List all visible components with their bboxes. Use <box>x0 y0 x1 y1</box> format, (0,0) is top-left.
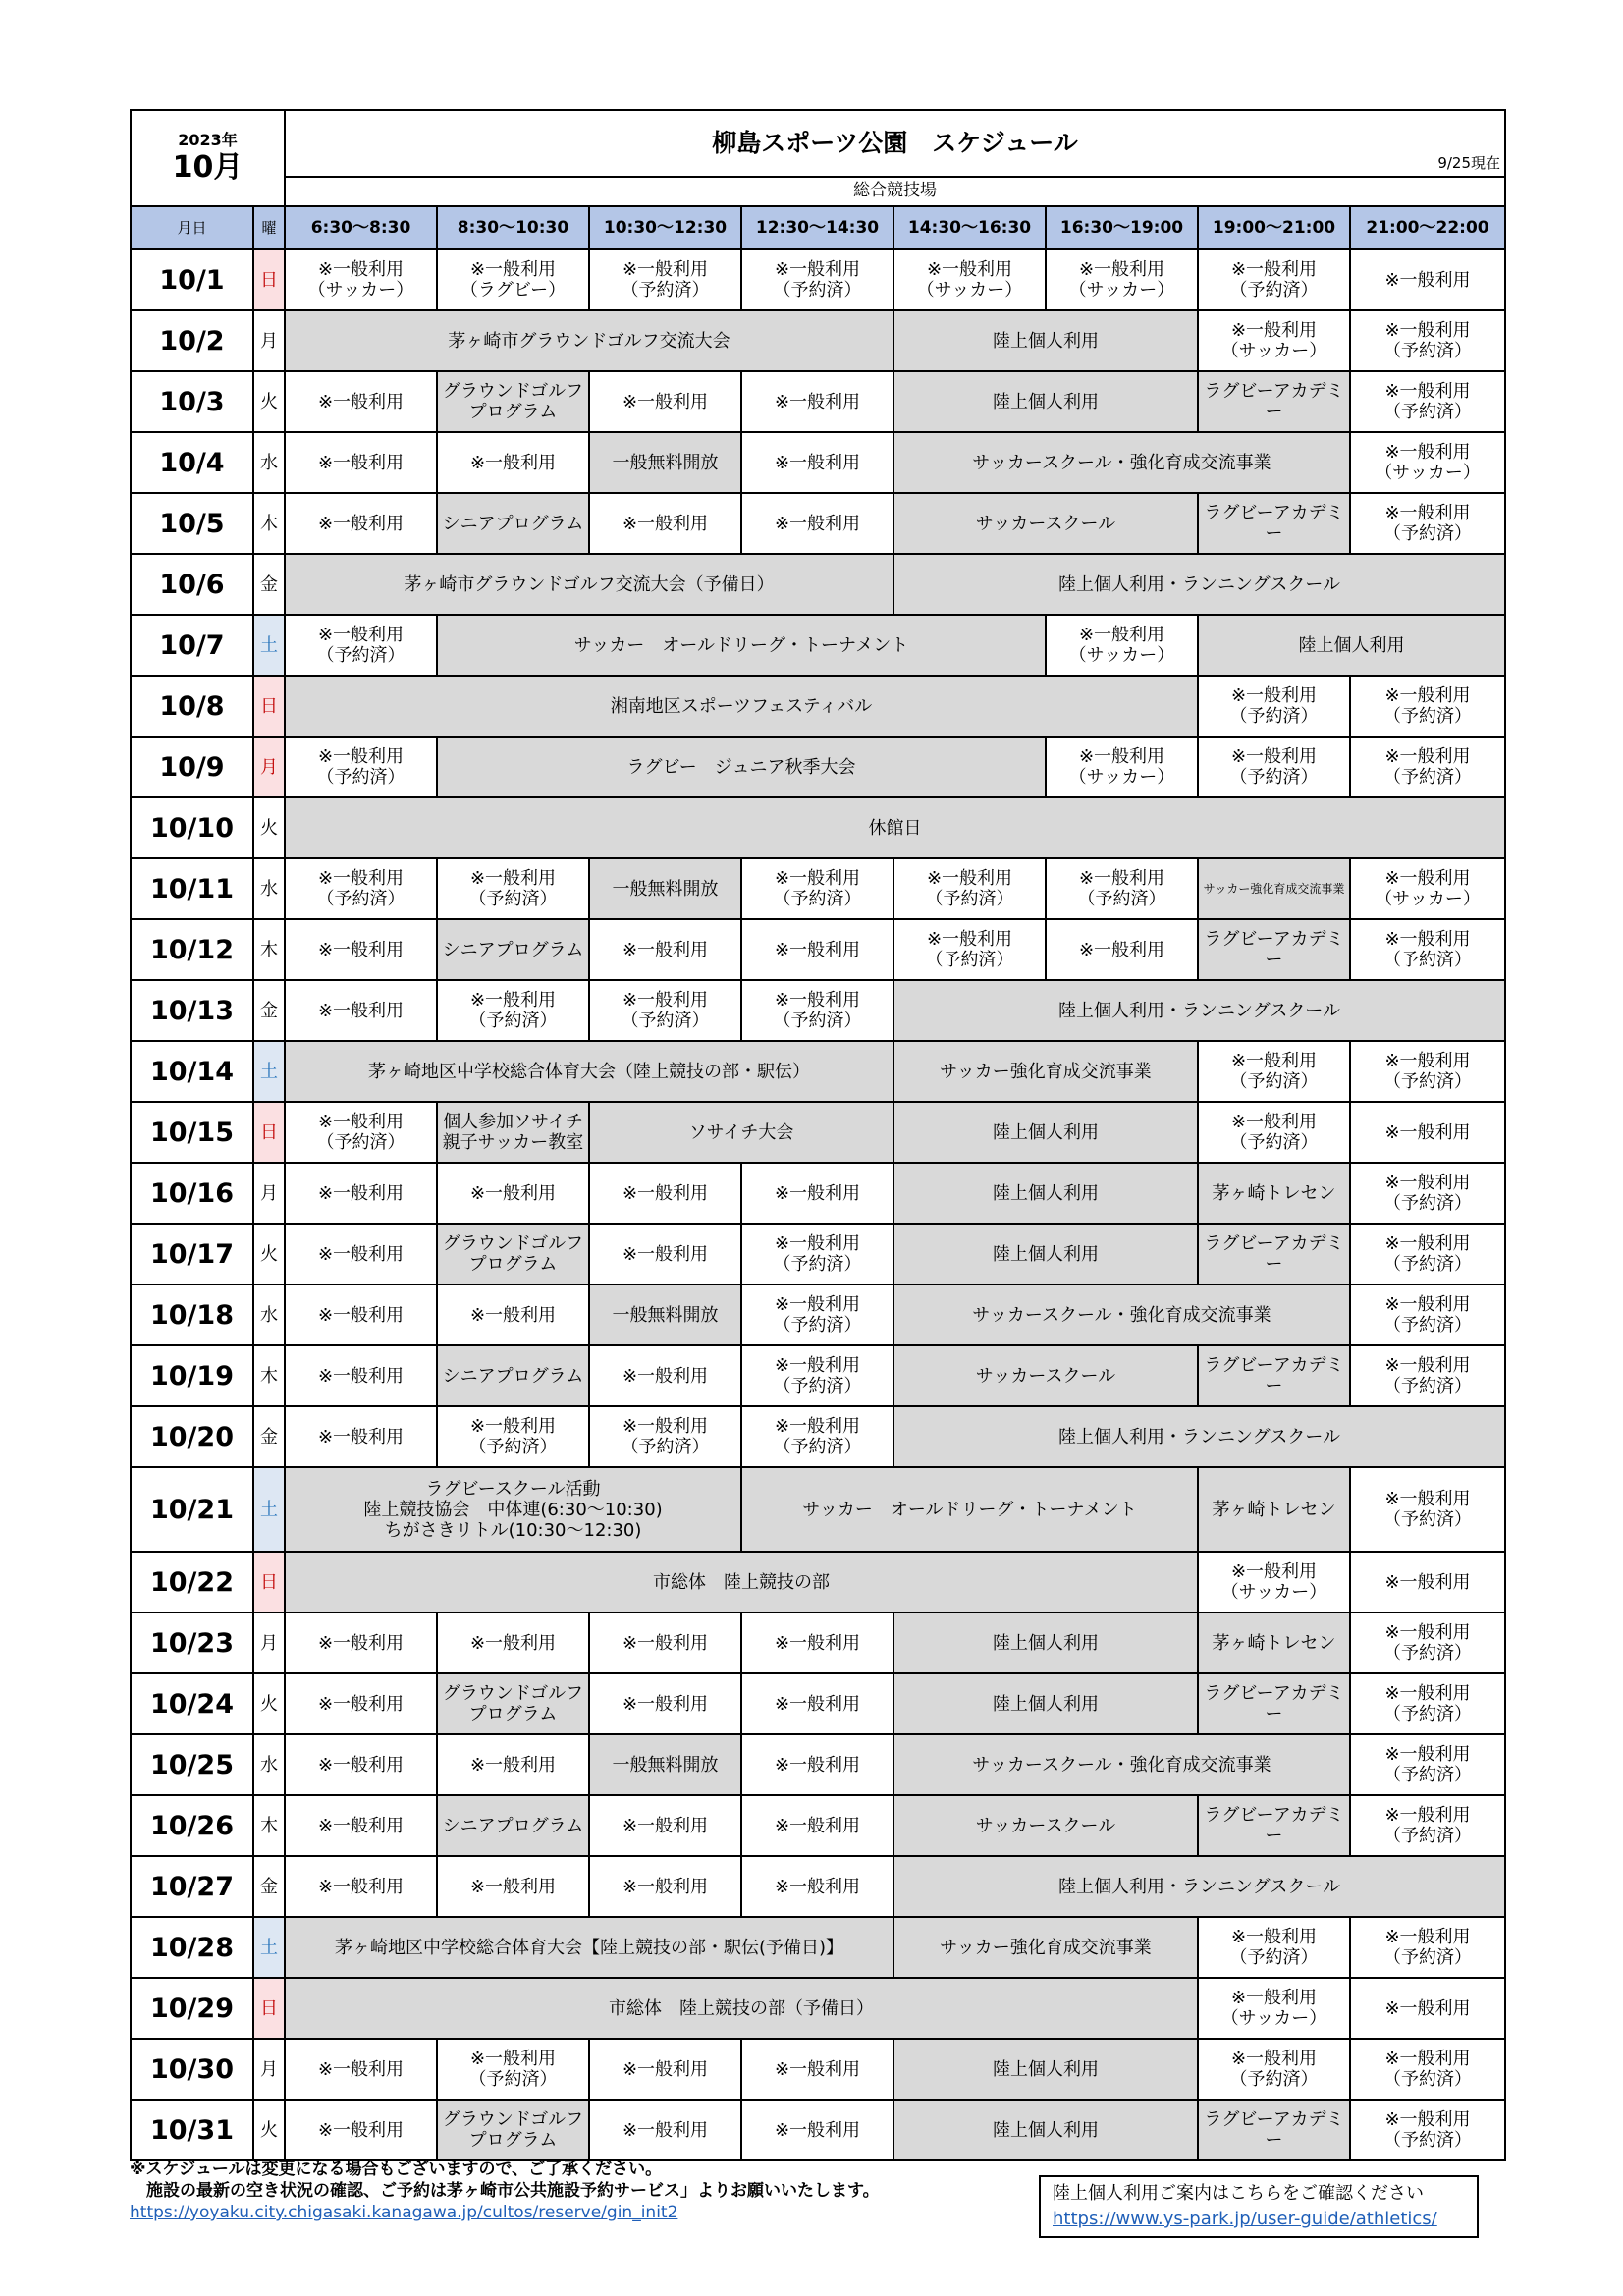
athletics-info-box <box>1039 2175 1479 2238</box>
slot-cell: ※一般利用 （予約済） <box>589 249 741 310</box>
event-cell: 陸上個人利用 <box>893 1224 1198 1285</box>
event-cell: サッカー オールドリーグ・トーナメント <box>437 615 1046 676</box>
athletics-info-link[interactable]: https://www.ys-park.jp/user-guide/athletics/ <box>1053 2209 1437 2229</box>
event-cell: ラグビーアカデミー <box>1198 1795 1350 1856</box>
slot-cell: ※一般利用 （予約済） <box>741 1345 893 1406</box>
event-cell: 陸上個人利用・ランニングスクール <box>893 980 1505 1041</box>
event-cell: グラウンドゴルフ プログラム <box>437 371 589 432</box>
slot-cell: ※一般利用 （予約済） <box>1350 493 1505 554</box>
table-row <box>131 615 1505 676</box>
date-cell: 10/22 <box>131 1552 253 1613</box>
slot-cell: ※一般利用 （予約済） <box>741 858 893 919</box>
day-of-week-cell: 木 <box>253 1345 285 1406</box>
event-cell: 陸上個人利用・ランニングスクール <box>893 554 1505 615</box>
slot-cell: ※一般利用 （サッカー） <box>893 249 1046 310</box>
slot-cell: ※一般利用 <box>285 1734 437 1795</box>
slot-cell: ※一般利用 （予約済） <box>1350 676 1505 737</box>
date-cell: 10/28 <box>131 1917 253 1978</box>
date-cell: 10/20 <box>131 1406 253 1467</box>
day-of-week-cell: 火 <box>253 797 285 858</box>
day-of-week-cell: 月 <box>253 1163 285 1224</box>
table-row <box>131 432 1505 493</box>
slot-cell: ※一般利用 （予約済） <box>893 919 1046 980</box>
day-of-week-cell: 木 <box>253 493 285 554</box>
day-of-week-cell: 月 <box>253 1613 285 1673</box>
slot-cell: ※一般利用 （予約済） <box>1350 1673 1505 1734</box>
slot-cell: ※一般利用 （サッカー） <box>1046 249 1198 310</box>
event-cell: サッカースクール・強化育成交流事業 <box>893 1734 1350 1795</box>
event-cell: 陸上個人利用 <box>893 1673 1198 1734</box>
event-cell: 陸上個人利用 <box>1198 615 1505 676</box>
athletics-info-title: 陸上個人利用ご案内はこちらをご確認ください <box>1053 2183 1424 2204</box>
slot-cell: ※一般利用 <box>285 1345 437 1406</box>
slot-cell: ※一般利用 （予約済） <box>1350 1734 1505 1795</box>
notice-line-2: 施設の最新の空き状況の確認、ご予約は茅ヶ崎市公共施設予約サービス」よりお願いいたします。 <box>130 2181 880 2201</box>
column-header-slot: 6:30～8:30 <box>285 206 437 249</box>
table-row <box>131 2100 1505 2160</box>
date-cell: 10/21 <box>131 1467 253 1552</box>
event-cell: 陸上個人利用 <box>893 310 1198 371</box>
slot-cell: ※一般利用 <box>741 919 893 980</box>
day-of-week-cell: 金 <box>253 1856 285 1917</box>
slot-cell: ※一般利用 <box>741 2039 893 2100</box>
slot-cell: ※一般利用 <box>285 1406 437 1467</box>
event-cell: ラグビーアカデミー <box>1198 493 1350 554</box>
table-row <box>131 919 1505 980</box>
column-header-slot: 21:00～22:00 <box>1350 206 1505 249</box>
event-cell: グラウンドゴルフ プログラム <box>437 1224 589 1285</box>
slot-cell: ※一般利用 <box>741 1613 893 1673</box>
table-row <box>131 980 1505 1041</box>
day-of-week-cell: 金 <box>253 554 285 615</box>
slot-cell: ※一般利用 <box>285 371 437 432</box>
slot-cell: ※一般利用 （予約済） <box>741 1406 893 1467</box>
table-row <box>131 1467 1505 1552</box>
table-row <box>131 1285 1505 1345</box>
slot-cell: ※一般利用 （予約済） <box>741 1224 893 1285</box>
slot-cell: ※一般利用 <box>437 1734 589 1795</box>
slot-cell: ※一般利用 <box>589 1345 741 1406</box>
slot-cell: ※一般利用 （予約済） <box>437 2039 589 2100</box>
slot-cell: ※一般利用 <box>589 1163 741 1224</box>
event-cell: 陸上個人利用 <box>893 2100 1198 2160</box>
date-cell: 10/18 <box>131 1285 253 1345</box>
day-of-week-cell: 火 <box>253 1673 285 1734</box>
table-row <box>131 249 1505 310</box>
slot-cell: ※一般利用 <box>285 980 437 1041</box>
table-row <box>131 1224 1505 1285</box>
slot-cell: ※一般利用 <box>741 1163 893 1224</box>
table-row <box>131 676 1505 737</box>
day-of-week-cell: 水 <box>253 858 285 919</box>
slot-cell: ※一般利用 （サッカー） <box>1350 858 1505 919</box>
year-label: 2023年 <box>178 131 238 149</box>
date-cell: 10/13 <box>131 980 253 1041</box>
as-of-date: 9/25現在 <box>1437 153 1501 172</box>
slot-cell: ※一般利用 （ラグビー） <box>437 249 589 310</box>
slot-cell: ※一般利用 <box>285 1163 437 1224</box>
day-of-week-cell: 火 <box>253 371 285 432</box>
event-cell: 一般無料開放 <box>589 858 741 919</box>
slot-cell: ※一般利用 （予約済） <box>1198 676 1350 737</box>
notice-line-1: ※スケジュールは変更になる場合もございますので、ご了承ください。 <box>130 2159 663 2179</box>
day-of-week-cell: 土 <box>253 615 285 676</box>
slot-cell: ※一般利用 <box>437 1163 589 1224</box>
slot-cell: ※一般利用 （サッカー） <box>1198 1978 1350 2039</box>
event-cell: 茅ヶ崎市グラウンドゴルフ交流大会 <box>285 310 893 371</box>
slot-cell: ※一般利用 （予約済） <box>1198 249 1350 310</box>
slot-cell: ※一般利用 （予約済） <box>437 1406 589 1467</box>
slot-cell: ※一般利用 <box>285 2039 437 2100</box>
date-cell: 10/27 <box>131 1856 253 1917</box>
day-of-week-cell: 日 <box>253 676 285 737</box>
event-cell: シニアプログラム <box>437 1795 589 1856</box>
day-of-week-cell: 日 <box>253 1552 285 1613</box>
date-cell: 10/10 <box>131 797 253 858</box>
event-cell: サッカースクール <box>893 1345 1198 1406</box>
slot-cell: ※一般利用 <box>741 432 893 493</box>
day-of-week-cell: 日 <box>253 249 285 310</box>
date-cell: 10/1 <box>131 249 253 310</box>
date-cell: 10/8 <box>131 676 253 737</box>
date-cell: 10/17 <box>131 1224 253 1285</box>
slot-cell: ※一般利用 （サッカー） <box>1350 432 1505 493</box>
table-row <box>131 858 1505 919</box>
date-cell: 10/24 <box>131 1673 253 1734</box>
slot-cell: ※一般利用 （サッカー） <box>285 249 437 310</box>
slot-cell: ※一般利用 <box>741 1856 893 1917</box>
slot-cell: ※一般利用 <box>1350 249 1505 310</box>
date-cell: 10/29 <box>131 1978 253 2039</box>
slot-cell: ※一般利用 （予約済） <box>1198 737 1350 797</box>
table-row <box>131 554 1505 615</box>
slot-cell: ※一般利用 <box>589 1856 741 1917</box>
event-cell: サッカー強化育成交流事業 <box>893 1917 1198 1978</box>
event-cell: ラグビーアカデミー <box>1198 371 1350 432</box>
slot-cell: ※一般利用 （予約済） <box>741 249 893 310</box>
event-cell: 一般無料開放 <box>589 432 741 493</box>
slot-cell: ※一般利用 <box>589 1673 741 1734</box>
event-cell: ラグビースクール活動 陸上競技協会 中体連(6:30～10:30) ちがさきリトル(10:30～12:30) <box>285 1467 741 1552</box>
event-cell: 個人参加ソサイチ 親子サッカー教室 <box>437 1102 589 1163</box>
slot-cell: ※一般利用 <box>741 1734 893 1795</box>
event-cell: 一般無料開放 <box>589 1285 741 1345</box>
day-of-week-cell: 日 <box>253 1978 285 2039</box>
date-cell: 10/5 <box>131 493 253 554</box>
venue-label: 総合競技場 <box>285 177 1505 206</box>
slot-cell: ※一般利用 （予約済） <box>1198 1102 1350 1163</box>
slot-cell: ※一般利用 （予約済） <box>1350 919 1505 980</box>
table-row <box>131 1613 1505 1673</box>
date-cell: 10/11 <box>131 858 253 919</box>
table-row <box>131 310 1505 371</box>
event-cell: サッカースクール・強化育成交流事業 <box>893 1285 1350 1345</box>
day-of-week-cell: 水 <box>253 1285 285 1345</box>
event-cell: グラウンドゴルフ プログラム <box>437 1673 589 1734</box>
slot-cell: ※一般利用 <box>285 1673 437 1734</box>
slot-cell: ※一般利用 （予約済） <box>1198 1041 1350 1102</box>
slot-cell: ※一般利用 （予約済） <box>285 615 437 676</box>
column-header-slot: 8:30～10:30 <box>437 206 589 249</box>
slot-cell: ※一般利用 （サッカー） <box>1198 310 1350 371</box>
slot-cell: ※一般利用 <box>741 493 893 554</box>
slot-cell: ※一般利用 （予約済） <box>589 1406 741 1467</box>
column-header-dow: 曜 <box>253 206 285 249</box>
table-row <box>131 371 1505 432</box>
date-cell: 10/9 <box>131 737 253 797</box>
date-cell: 10/15 <box>131 1102 253 1163</box>
event-cell: 茅ヶ崎トレセン <box>1198 1613 1350 1673</box>
table-row <box>131 1552 1505 1613</box>
table-row <box>131 2039 1505 2100</box>
slot-cell: ※一般利用 （予約済） <box>1350 1285 1505 1345</box>
event-cell: ラグビーアカデミー <box>1198 1345 1350 1406</box>
slot-cell: ※一般利用 <box>437 1285 589 1345</box>
day-of-week-cell: 金 <box>253 1406 285 1467</box>
title-cell <box>285 110 1505 177</box>
slot-cell: ※一般利用 <box>741 1795 893 1856</box>
table-row <box>131 1102 1505 1163</box>
slot-cell: ※一般利用 （予約済） <box>1198 2039 1350 2100</box>
day-of-week-cell: 月 <box>253 737 285 797</box>
event-cell: 陸上個人利用・ランニングスクール <box>893 1406 1505 1467</box>
day-of-week-cell: 火 <box>253 1224 285 1285</box>
event-cell: ラグビー ジュニア秋季大会 <box>437 737 1046 797</box>
slot-cell: ※一般利用 <box>1350 1102 1505 1163</box>
slot-cell: ※一般利用 （予約済） <box>437 858 589 919</box>
event-cell: 湘南地区スポーツフェスティバル <box>285 676 1198 737</box>
slot-cell: ※一般利用 <box>1350 1552 1505 1613</box>
slot-cell: ※一般利用 （予約済） <box>285 1102 437 1163</box>
slot-cell: ※一般利用 <box>285 1795 437 1856</box>
date-cell: 10/3 <box>131 371 253 432</box>
date-cell: 10/31 <box>131 2100 253 2160</box>
event-cell: ラグビーアカデミー <box>1198 1673 1350 1734</box>
event-cell: 陸上個人利用・ランニングスクール <box>893 1856 1505 1917</box>
slot-cell: ※一般利用 <box>589 2100 741 2160</box>
event-cell: サッカースクール <box>893 1795 1198 1856</box>
slot-cell: ※一般利用 <box>1046 919 1198 980</box>
slot-cell: ※一般利用 （サッカー） <box>1198 1552 1350 1613</box>
event-cell: 茅ヶ崎地区中学校総合体育大会（陸上競技の部・駅伝） <box>285 1041 893 1102</box>
slot-cell: ※一般利用 （予約済） <box>1350 1795 1505 1856</box>
column-header-slot: 14:30～16:30 <box>893 206 1046 249</box>
table-row <box>131 1795 1505 1856</box>
slot-cell: ※一般利用 （予約済） <box>1350 2100 1505 2160</box>
year-month-cell <box>131 110 285 206</box>
slot-cell: ※一般利用 <box>285 1285 437 1345</box>
event-cell: サッカー強化育成交流事業 <box>1198 858 1350 919</box>
event-cell: 一般無料開放 <box>589 1734 741 1795</box>
slot-cell: ※一般利用 <box>437 1856 589 1917</box>
slot-cell: ※一般利用 <box>285 1224 437 1285</box>
schedule-table <box>130 109 1506 2161</box>
table-row <box>131 1917 1505 1978</box>
slot-cell: ※一般利用 <box>437 1613 589 1673</box>
reservation-link[interactable]: https://yoyaku.city.chigasaki.kanagawa.jp/cultos/reserve/gin_init2 <box>130 2203 678 2222</box>
column-header-slot: 19:00～21:00 <box>1198 206 1350 249</box>
column-header-slot: 12:30～14:30 <box>741 206 893 249</box>
date-cell: 10/2 <box>131 310 253 371</box>
slot-cell: ※一般利用 <box>741 1673 893 1734</box>
slot-cell: ※一般利用 （予約済） <box>1350 1467 1505 1552</box>
slot-cell: ※一般利用 （予約済） <box>1350 1224 1505 1285</box>
table-row <box>131 493 1505 554</box>
event-cell: 市総体 陸上競技の部（予備日） <box>285 1978 1198 2039</box>
event-cell: サッカースクール <box>893 493 1198 554</box>
slot-cell: ※一般利用 <box>589 1613 741 1673</box>
event-cell: ラグビーアカデミー <box>1198 919 1350 980</box>
page-title: 柳島スポーツ公園 スケジュール <box>712 129 1078 158</box>
slot-cell: ※一般利用 <box>1350 1978 1505 2039</box>
event-cell: 陸上個人利用 <box>893 371 1198 432</box>
slot-cell: ※一般利用 （予約済） <box>1350 2039 1505 2100</box>
table-row <box>131 1041 1505 1102</box>
day-of-week-cell: 日 <box>253 1102 285 1163</box>
day-of-week-cell: 火 <box>253 2100 285 2160</box>
event-cell: グラウンドゴルフ プログラム <box>437 2100 589 2160</box>
slot-cell: ※一般利用 （予約済） <box>1350 1345 1505 1406</box>
slot-cell: ※一般利用 （予約済） <box>1350 371 1505 432</box>
date-cell: 10/12 <box>131 919 253 980</box>
slot-cell: ※一般利用 <box>285 432 437 493</box>
event-cell: 茅ヶ崎市グラウンドゴルフ交流大会（予備日） <box>285 554 893 615</box>
table-row <box>131 1163 1505 1224</box>
date-cell: 10/25 <box>131 1734 253 1795</box>
slot-cell: ※一般利用 （予約済） <box>1350 1041 1505 1102</box>
table-row <box>131 1856 1505 1917</box>
slot-cell: ※一般利用 <box>285 919 437 980</box>
day-of-week-cell: 土 <box>253 1467 285 1552</box>
slot-cell: ※一般利用 （予約済） <box>1198 1917 1350 1978</box>
slot-cell: ※一般利用 <box>437 432 589 493</box>
day-of-week-cell: 水 <box>253 1734 285 1795</box>
table-row <box>131 1406 1505 1467</box>
event-cell: 陸上個人利用 <box>893 1163 1198 1224</box>
event-cell: 休館日 <box>285 797 1505 858</box>
slot-cell: ※一般利用 （予約済） <box>437 980 589 1041</box>
event-cell: 市総体 陸上競技の部 <box>285 1552 1198 1613</box>
event-cell: 茅ヶ崎トレセン <box>1198 1163 1350 1224</box>
slot-cell: ※一般利用 <box>285 493 437 554</box>
event-cell: サッカー強化育成交流事業 <box>893 1041 1198 1102</box>
slot-cell: ※一般利用 <box>589 919 741 980</box>
event-cell: シニアプログラム <box>437 493 589 554</box>
slot-cell: ※一般利用 <box>589 1795 741 1856</box>
event-cell: サッカー オールドリーグ・トーナメント <box>741 1467 1198 1552</box>
event-cell: 茅ヶ崎地区中学校総合体育大会【陸上競技の部・駅伝(予備日)】 <box>285 1917 893 1978</box>
slot-cell: ※一般利用 （予約済） <box>1350 1163 1505 1224</box>
event-cell: シニアプログラム <box>437 1345 589 1406</box>
slot-cell: ※一般利用 （予約済） <box>1350 310 1505 371</box>
slot-cell: ※一般利用 （サッカー） <box>1046 615 1198 676</box>
slot-cell: ※一般利用 <box>741 2100 893 2160</box>
month-label: 10月 <box>172 150 243 185</box>
slot-cell: ※一般利用 （サッカー） <box>1046 737 1198 797</box>
column-header-slot: 10:30～12:30 <box>589 206 741 249</box>
slot-cell: ※一般利用 <box>741 371 893 432</box>
slot-cell: ※一般利用 <box>589 1224 741 1285</box>
event-cell: シニアプログラム <box>437 919 589 980</box>
slot-cell: ※一般利用 （予約済） <box>1350 737 1505 797</box>
day-of-week-cell: 月 <box>253 2039 285 2100</box>
table-row <box>131 1978 1505 2039</box>
date-cell: 10/26 <box>131 1795 253 1856</box>
date-cell: 10/30 <box>131 2039 253 2100</box>
slot-cell: ※一般利用 <box>589 371 741 432</box>
slot-cell: ※一般利用 （予約済） <box>589 980 741 1041</box>
date-cell: 10/16 <box>131 1163 253 1224</box>
event-cell: 陸上個人利用 <box>893 2039 1198 2100</box>
event-cell: ラグビーアカデミー <box>1198 2100 1350 2160</box>
date-cell: 10/6 <box>131 554 253 615</box>
slot-cell: ※一般利用 <box>285 1613 437 1673</box>
day-of-week-cell: 水 <box>253 432 285 493</box>
date-cell: 10/23 <box>131 1613 253 1673</box>
slot-cell: ※一般利用 （予約済） <box>893 858 1046 919</box>
table-row <box>131 1345 1505 1406</box>
slot-cell: ※一般利用 （予約済） <box>1046 858 1198 919</box>
date-cell: 10/4 <box>131 432 253 493</box>
slot-cell: ※一般利用 （予約済） <box>285 858 437 919</box>
slot-cell: ※一般利用 （予約済） <box>1350 1613 1505 1673</box>
slot-cell: ※一般利用 <box>589 2039 741 2100</box>
table-row <box>131 797 1505 858</box>
slot-cell: ※一般利用 <box>285 1856 437 1917</box>
slot-cell: ※一般利用 （予約済） <box>1350 1917 1505 1978</box>
day-of-week-cell: 金 <box>253 980 285 1041</box>
event-cell: 陸上個人利用 <box>893 1613 1198 1673</box>
day-of-week-cell: 土 <box>253 1917 285 1978</box>
event-cell: サッカースクール・強化育成交流事業 <box>893 432 1350 493</box>
day-of-week-cell: 土 <box>253 1041 285 1102</box>
event-cell: 陸上個人利用 <box>893 1102 1198 1163</box>
footer-notes <box>130 2159 1072 2223</box>
slot-cell: ※一般利用 （予約済） <box>741 980 893 1041</box>
event-cell: 茅ヶ崎トレセン <box>1198 1467 1350 1552</box>
event-cell: ラグビーアカデミー <box>1198 1224 1350 1285</box>
slot-cell: ※一般利用 （予約済） <box>285 737 437 797</box>
slot-cell: ※一般利用 （予約済） <box>741 1285 893 1345</box>
day-of-week-cell: 木 <box>253 1795 285 1856</box>
column-header-slot: 16:30～19:00 <box>1046 206 1198 249</box>
slot-cell: ※一般利用 <box>285 2100 437 2160</box>
day-of-week-cell: 月 <box>253 310 285 371</box>
table-row <box>131 1734 1505 1795</box>
slot-cell: ※一般利用 <box>589 493 741 554</box>
table-row <box>131 1673 1505 1734</box>
table-row <box>131 737 1505 797</box>
column-header-date: 月日 <box>131 206 253 249</box>
day-of-week-cell: 木 <box>253 919 285 980</box>
date-cell: 10/7 <box>131 615 253 676</box>
date-cell: 10/19 <box>131 1345 253 1406</box>
event-cell: ソサイチ大会 <box>589 1102 893 1163</box>
date-cell: 10/14 <box>131 1041 253 1102</box>
